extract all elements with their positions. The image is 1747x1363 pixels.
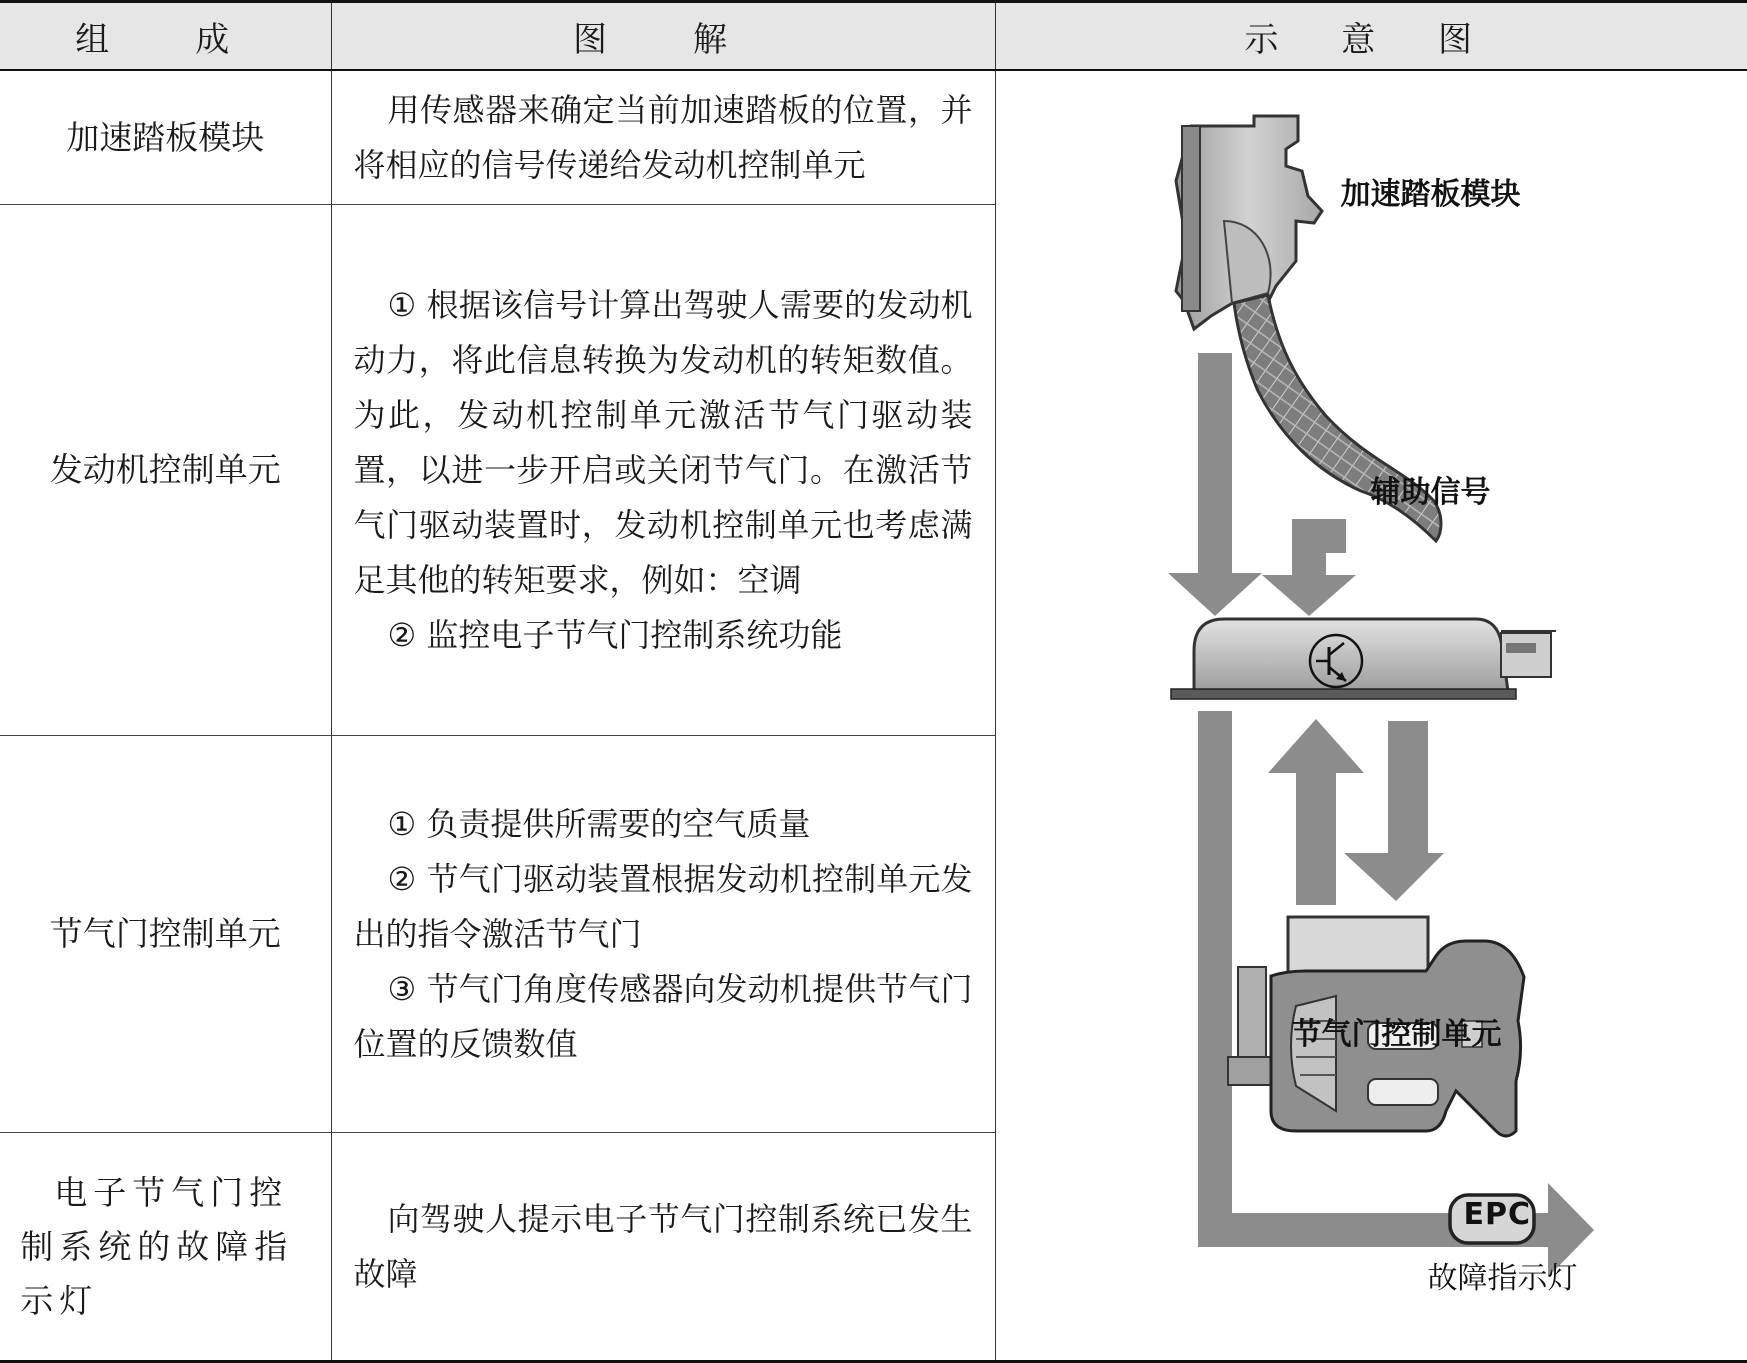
fault-lamp-label: 故障指示灯 (1427, 1261, 1578, 1297)
row-name: 节气门控制单元 (0, 736, 331, 1133)
aux-signal-arrow-icon (1262, 519, 1356, 616)
engine-control-unit-icon (1171, 619, 1556, 699)
row-name: 加速踏板模块 (0, 70, 331, 204)
description-paragraph: 用传感器来确定当前加速踏板的位置，并将相应的信号传递给发动机控制单元 (353, 90, 973, 184)
row-description (331, 736, 995, 1133)
table-row (0, 70, 1747, 204)
etc-system-diagram (996, 71, 1747, 1363)
description-paragraph: 向驾驶人提示电子节气门控制系统已发生故障 (353, 1199, 973, 1293)
description-paragraph: ① 根据该信号计算出驾驶人需要的发动机动力，将此信息转换为发动机的转矩数值。为此，发动机控制单元激活节气门驱动装置，以进一步开启或关闭节气门。在激活节气门驱动装置时，发动机控制单元也考虑满足其他的转矩要求，例如：空调 (353, 285, 973, 599)
description-paragraph: ③ 节气门角度传感器向发动机提供节气门位置的反馈数值 (353, 969, 973, 1063)
row-name: 发动机控制单元 (0, 205, 331, 736)
row-name (0, 1133, 331, 1362)
epc-text: EPC (1463, 1197, 1531, 1233)
row-description (331, 205, 995, 736)
row-name-text: 电子节气门控制系统的故障指示灯 (20, 1172, 294, 1320)
feedback-arrow-up-icon (1268, 719, 1364, 905)
row-description (331, 70, 995, 204)
row-description (331, 1133, 995, 1362)
pedal-module-label: 加速踏板模块 (1340, 177, 1521, 213)
diagram-cell (995, 70, 1747, 1361)
description-paragraph: ② 监控电子节气门控制系统功能 (387, 615, 843, 654)
throttle-unit-label: 节气门控制单元 (1291, 1017, 1502, 1053)
header-diagram: 示 意 图 (995, 2, 1747, 71)
description-paragraph: ② 节气门驱动装置根据发动机控制单元发出的指令激活节气门 (353, 859, 973, 953)
table-header-row (0, 2, 1747, 71)
aux-signal-label: 辅助信号 (1370, 475, 1491, 511)
header-explanation: 图 解 (331, 2, 995, 71)
description-paragraph: ① 负责提供所需要的空气质量 (387, 804, 811, 843)
signal-arrow-down-icon (1168, 353, 1262, 616)
header-component: 组 成 (0, 2, 331, 71)
command-arrow-down-icon (1344, 721, 1444, 901)
